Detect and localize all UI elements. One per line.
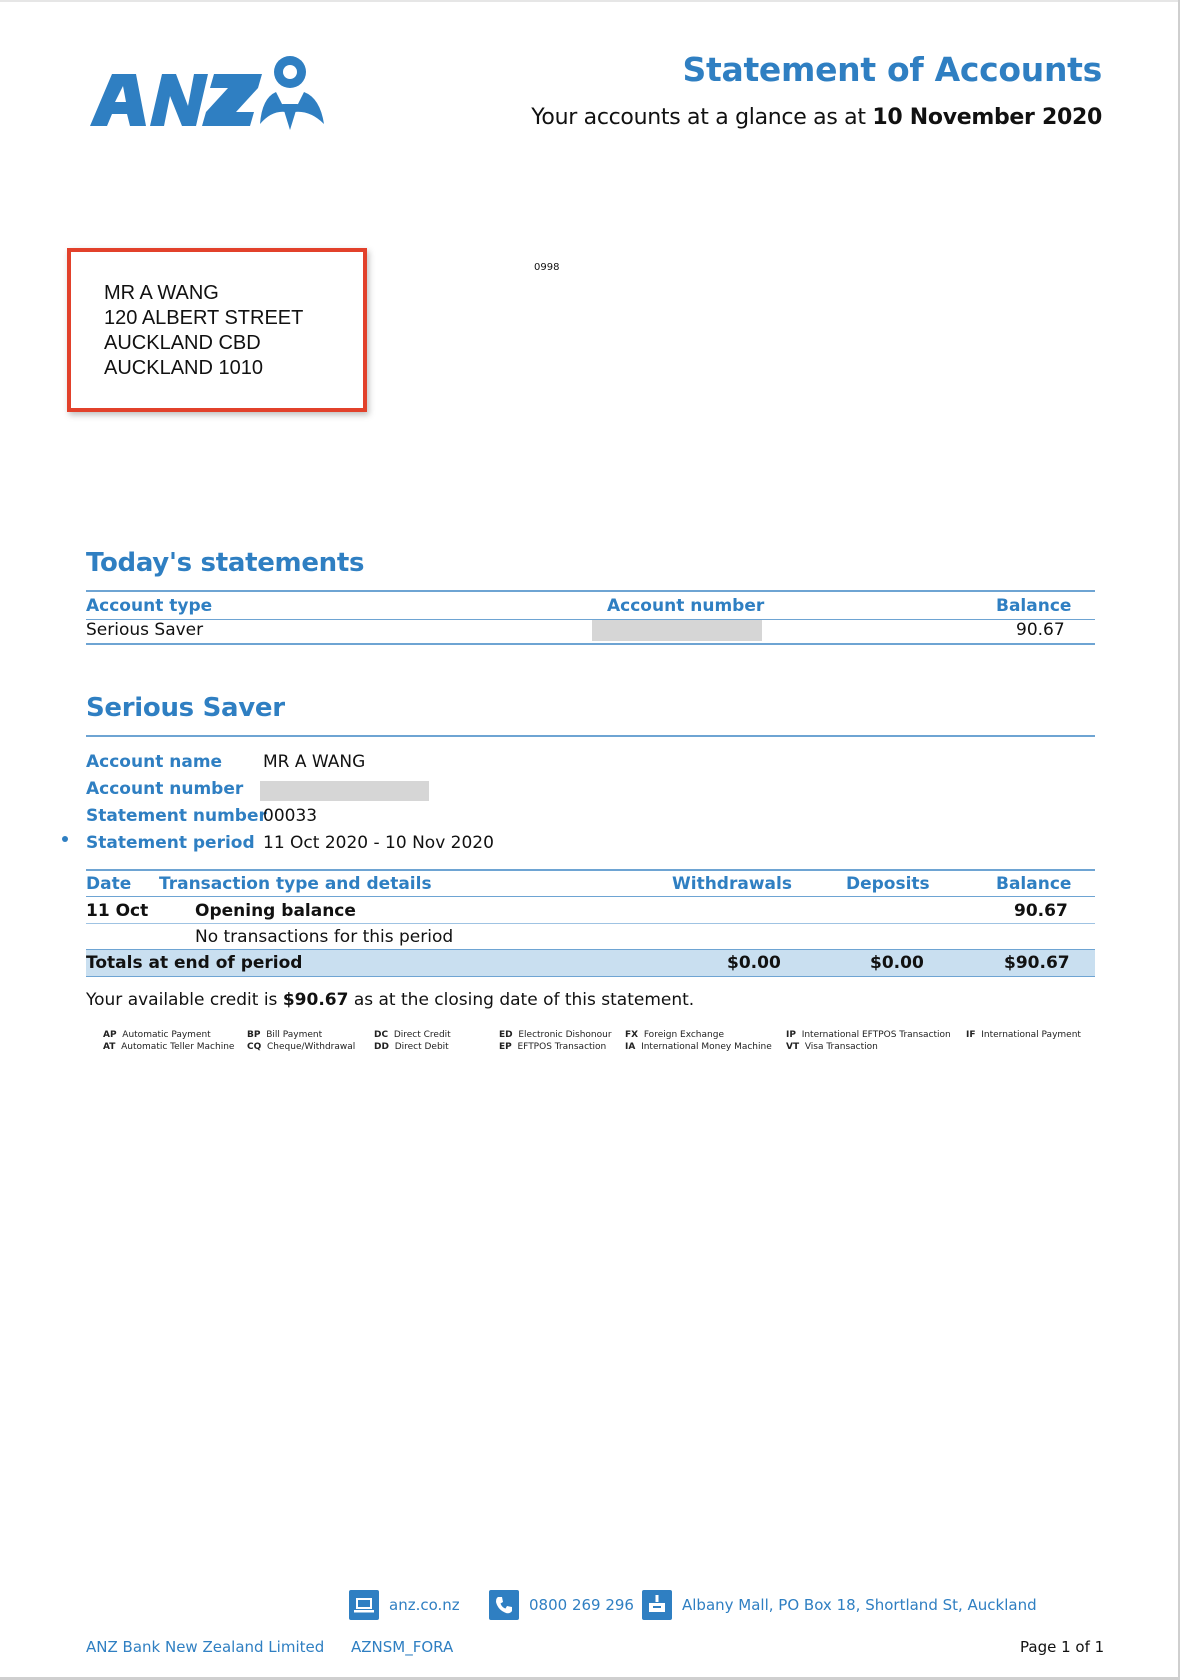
footer-website-link[interactable]: anz.co.nz: [389, 1596, 460, 1614]
col-account-number: Account number: [607, 596, 765, 616]
footer-ref: AZNSM_FORA: [351, 1638, 454, 1656]
value-statement-period: 11 Oct 2020 - 10 Nov 2020: [263, 833, 494, 853]
address-line-suburb: AUCKLAND CBD: [104, 332, 261, 354]
totals-withdrawals: $0.00: [727, 953, 781, 973]
col-tx-balance: Balance: [996, 874, 1072, 894]
statement-date: 10 November 2020: [872, 105, 1102, 130]
value-account-name: MR A WANG: [263, 752, 366, 772]
anz-logo: [90, 54, 325, 134]
value-statement-number: 00033: [263, 806, 318, 826]
opening-balance: 90.67: [1014, 901, 1068, 921]
summary-account-type: Serious Saver: [86, 620, 204, 640]
totals-deposits: $0.00: [870, 953, 924, 973]
footer-company: ANZ Bank New Zealand Limited: [86, 1638, 325, 1656]
mail-code: 0998: [534, 262, 560, 273]
legend-group-1: AP Automatic Payment AT Automatic Teller Machine: [103, 1030, 235, 1052]
col-balance: Balance: [996, 596, 1072, 616]
opening-description: Opening balance: [195, 901, 356, 921]
label-account-number: Account number: [86, 779, 244, 799]
label-account-name: Account name: [86, 752, 223, 772]
legend-group-5: FX Foreign Exchange IA International Money Machine: [625, 1030, 772, 1052]
todays-statements-heading: Today's statements: [86, 548, 365, 578]
label-statement-period: Statement period: [86, 833, 255, 853]
available-credit-amount: $90.67: [282, 990, 349, 1010]
bullet-marker: [62, 836, 68, 842]
totals-label: Totals at end of period: [86, 953, 303, 973]
redacted-account-number-detail: [260, 781, 429, 801]
totals-balance: $90.67: [1004, 953, 1070, 973]
address-line-street: 120 ALBERT STREET: [104, 307, 304, 329]
summary-balance: 90.67: [1016, 620, 1065, 640]
legend-group-7: IF International Payment: [966, 1030, 1081, 1040]
col-deposits: Deposits: [846, 874, 930, 894]
col-date: Date: [86, 874, 132, 894]
mailbox-icon: [642, 1590, 672, 1620]
opening-date: 11 Oct: [86, 901, 149, 921]
account-heading: Serious Saver: [86, 693, 285, 723]
no-transactions-note: No transactions for this period: [195, 927, 454, 947]
phone-icon: [489, 1590, 519, 1620]
legend-group-3: DC Direct Credit DD Direct Debit: [374, 1030, 451, 1052]
address-line-name: MR A WANG: [104, 282, 219, 304]
legend-group-2: BP Bill Payment CQ Cheque/Withdrawal: [247, 1030, 356, 1052]
footer-phone[interactable]: 0800 269 296: [529, 1596, 634, 1614]
legend-group-6: IP International EFTPOS Transaction VT Visa Transaction: [786, 1030, 951, 1052]
address-highlight-box: [67, 248, 367, 412]
col-withdrawals: Withdrawals: [672, 874, 792, 894]
laptop-icon: [349, 1590, 379, 1620]
redacted-account-number: [592, 620, 762, 641]
col-transaction-details: Transaction type and details: [159, 874, 432, 894]
page-title: Statement of Accounts: [682, 50, 1102, 89]
available-credit-note: Your available credit is $90.67 as at the closing date of this statement.: [86, 990, 695, 1010]
legend-group-4: ED Electronic Dishonour EP EFTPOS Transaction: [499, 1030, 612, 1052]
address-line-city: AUCKLAND 1010: [104, 357, 263, 379]
label-statement-number: Statement number: [86, 806, 267, 826]
page-number: Page 1 of 1: [1020, 1638, 1105, 1656]
col-account-type: Account type: [86, 596, 213, 616]
page-subtitle: Your accounts at a glance as at 10 November 2020: [531, 105, 1102, 130]
footer-address: Albany Mall, PO Box 18, Shortland St, Auckland: [682, 1596, 1037, 1614]
